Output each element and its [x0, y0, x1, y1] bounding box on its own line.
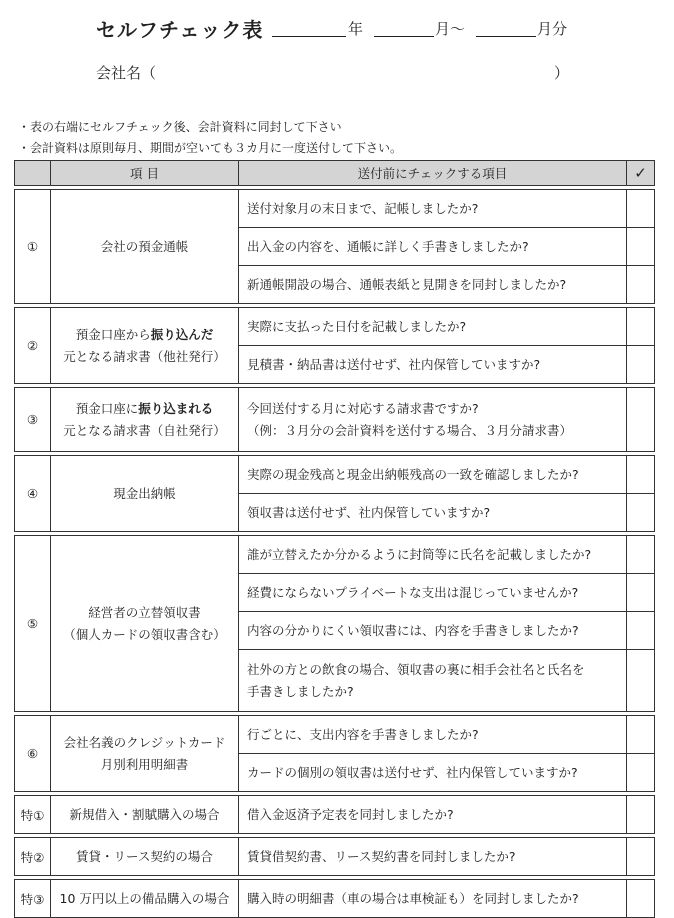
- checklist-body: [15, 186, 655, 918]
- table-row: [15, 308, 655, 346]
- question-line: 借入金返済予定表を同封しましたか?: [247, 806, 454, 822]
- check-question: [239, 650, 627, 712]
- check-box-cell[interactable]: [627, 228, 655, 266]
- item-line: [51, 398, 238, 420]
- table-row: [15, 716, 655, 754]
- check-question: [239, 190, 627, 228]
- question-line: 手書きしましたか?: [247, 683, 354, 699]
- item-line: 会社の預金通帳: [100, 238, 189, 254]
- section-item: [51, 388, 239, 452]
- month-from-label: 月〜: [435, 20, 466, 38]
- section-number: ①: [15, 190, 51, 304]
- question-line: 出入金の内容を、通帳に詳しく手書きしましたか?: [247, 238, 529, 254]
- month-from-blank[interactable]: [374, 36, 434, 37]
- check-question: [239, 388, 627, 452]
- question-line: 実際に支払った日付を記載しましたか?: [247, 318, 467, 334]
- item-emphasis: 振り込まれる: [138, 400, 214, 416]
- table-header-row: [15, 161, 655, 186]
- check-box-cell[interactable]: [627, 650, 655, 712]
- col-item-header: 項 目: [51, 161, 239, 186]
- section-number: ④: [15, 456, 51, 532]
- question-line: カードの個別の領収書は送付せず、社内保管していますか?: [247, 764, 578, 780]
- section-item: [51, 716, 239, 792]
- note-1: ・表の右端にセルフチェック後、会計資料に同封して下さい: [18, 120, 342, 134]
- page-title: セルフチェック表: [96, 18, 264, 42]
- check-box-cell[interactable]: [627, 838, 655, 876]
- section-item: [51, 308, 239, 384]
- check-question: [239, 716, 627, 754]
- question-line: 経費にならないプライベートな支出は混じっていませんか?: [247, 584, 579, 600]
- section-item: [51, 536, 239, 712]
- section-item: [51, 190, 239, 304]
- item-line: 新規借入・割賦購入の場合: [69, 806, 220, 822]
- section-item: [51, 796, 239, 834]
- table-row: [15, 880, 655, 918]
- item-line: （個人カードの領収書含む）: [63, 626, 226, 642]
- checklist-table: [14, 160, 655, 918]
- section-number: ⑤: [15, 536, 51, 712]
- check-question: [239, 456, 627, 494]
- section-number: ⑥: [15, 716, 51, 792]
- check-question: [239, 880, 627, 918]
- month-to-blank[interactable]: [476, 36, 536, 37]
- col-check-items-header: 送付前にチェックする項目: [239, 161, 627, 186]
- section-item: [51, 838, 239, 876]
- item-line: 月別利用明細書: [100, 756, 189, 772]
- check-box-cell[interactable]: [627, 346, 655, 384]
- table-row: [15, 456, 655, 494]
- check-box-cell[interactable]: [627, 494, 655, 532]
- table-row: [15, 536, 655, 574]
- check-box-cell[interactable]: [627, 716, 655, 754]
- section-number: 特②: [15, 838, 51, 876]
- check-question: [239, 346, 627, 384]
- item-text: 預金口座から: [75, 326, 151, 342]
- check-question: [239, 574, 627, 612]
- section-number: ③: [15, 388, 51, 452]
- check-box-cell[interactable]: [627, 880, 655, 918]
- question-line: 見積書・納品書は送付せず、社内保管していますか?: [247, 356, 541, 372]
- check-box-cell[interactable]: [627, 308, 655, 346]
- question-line: 領収書は送付せず、社内保管していますか?: [247, 504, 491, 520]
- year-blank[interactable]: [272, 36, 346, 37]
- section-number: 特①: [15, 796, 51, 834]
- item-line: 現金出納帳: [113, 485, 176, 501]
- check-box-cell[interactable]: [627, 536, 655, 574]
- check-box-cell[interactable]: [627, 456, 655, 494]
- question-line: 購入時の明細書（車の場合は車検証も）を同封しましたか?: [247, 890, 579, 906]
- item-line: 会社名義のクレジットカード: [63, 734, 226, 750]
- item-line: 元となる請求書（自社発行）: [63, 422, 226, 438]
- table-row: [15, 838, 655, 876]
- col-no-header: [15, 161, 51, 186]
- question-line: 送付対象月の末日まで、記帳しましたか?: [247, 200, 479, 216]
- item-line: 賃貸・リース契約の場合: [76, 848, 213, 864]
- question-line: 実際の現金残高と現金出納帳残高の一致を確認しましたか?: [247, 466, 579, 482]
- table-row: [15, 190, 655, 228]
- check-question: [239, 228, 627, 266]
- check-box-cell[interactable]: [627, 754, 655, 792]
- check-box-cell[interactable]: [627, 190, 655, 228]
- check-question: [239, 266, 627, 304]
- check-question: [239, 494, 627, 532]
- check-question: [239, 754, 627, 792]
- check-box-cell[interactable]: [627, 574, 655, 612]
- section-item: [51, 456, 239, 532]
- item-emphasis: 振り込んだ: [150, 326, 214, 342]
- check-box-cell[interactable]: [627, 612, 655, 650]
- table-row: [15, 388, 655, 452]
- question-line: 誰が立替えたか分かるように封筒等に氏名を記載しましたか?: [247, 546, 592, 562]
- check-question: [239, 536, 627, 574]
- item-line: 10 万円以上の備品購入の場合: [59, 890, 230, 906]
- section-item: [51, 880, 239, 918]
- year-label: 年: [348, 20, 364, 38]
- question-line: 行ごとに、支出内容を手書きしましたか?: [247, 726, 479, 742]
- item-line: [51, 324, 238, 346]
- check-question: [239, 612, 627, 650]
- item-line: 経営者の立替領収書: [88, 604, 201, 620]
- item-line: 元となる請求書（他社発行）: [63, 348, 226, 364]
- company-close: ）: [554, 64, 570, 82]
- check-box-cell[interactable]: [627, 388, 655, 452]
- table-row: [15, 796, 655, 834]
- check-box-cell[interactable]: [627, 266, 655, 304]
- section-number: ②: [15, 308, 51, 384]
- check-box-cell[interactable]: [627, 796, 655, 834]
- col-check-mark-header: ✓: [627, 161, 655, 186]
- question-line: 賃貸借契約書、リース契約書を同封しましたか?: [247, 848, 516, 864]
- question-line: 内容の分かりにくい領収書には、内容を手書きしましたか?: [247, 622, 579, 638]
- month-to-label: 月分: [537, 20, 568, 38]
- company-label: 会社名（: [96, 64, 157, 82]
- check-question: [239, 308, 627, 346]
- item-text: 預金口座に: [75, 400, 139, 416]
- question-line: （例：３月分の会計資料を送付する場合、３月分請求書）: [247, 422, 573, 438]
- section-number: 特③: [15, 880, 51, 918]
- question-line: 今回送付する月に対応する請求書ですか?: [247, 400, 479, 416]
- question-line: 社外の方との飲食の場合、領収書の裏に相手会社名と氏名を: [247, 661, 585, 677]
- note-2: ・会計資料は原則毎月、期間が空いても３カ月に一度送付して下さい。: [18, 141, 403, 155]
- question-line: 新通帳開設の場合、通帳表紙と見開きを同封しましたか?: [247, 276, 567, 292]
- check-question: [239, 796, 627, 834]
- check-question: [239, 838, 627, 876]
